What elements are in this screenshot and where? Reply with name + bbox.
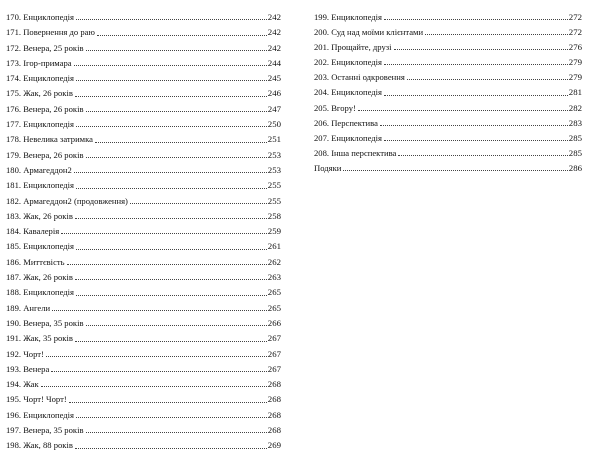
dot-leader — [61, 232, 267, 234]
dot-leader — [74, 171, 267, 173]
dot-leader — [358, 109, 568, 111]
toc-entry-page: 251 — [267, 134, 281, 145]
toc-entry — [6, 423, 281, 438]
dot-leader — [76, 248, 267, 250]
dot-leader — [343, 169, 567, 171]
toc-entry — [314, 116, 582, 131]
dot-leader — [75, 217, 267, 219]
toc-entry — [314, 85, 582, 100]
dot-leader — [384, 18, 568, 20]
dot-leader — [86, 431, 267, 433]
toc-entry-title: 195. Чорт! Чорт! — [6, 394, 67, 405]
toc-entry — [6, 209, 281, 224]
dot-leader — [75, 447, 267, 449]
toc-entry-page: 269 — [267, 440, 281, 451]
toc-entry — [314, 161, 582, 176]
toc-entry-page: 242 — [267, 12, 281, 22]
toc-entry — [6, 408, 281, 423]
toc-entry — [6, 270, 281, 285]
toc-entry — [6, 239, 281, 254]
toc-entry-title: 173. Ігор-примара — [6, 57, 72, 68]
toc-entry-page: 286 — [568, 162, 582, 173]
dot-leader — [52, 309, 267, 311]
toc-column-left — [6, 10, 281, 454]
toc-entry-page: 285 — [568, 132, 582, 143]
toc-entry-title: Подяки — [314, 162, 342, 173]
dot-leader — [69, 401, 267, 403]
toc-entry-page: 245 — [267, 73, 281, 84]
toc-entry — [314, 131, 582, 146]
dot-leader — [380, 124, 568, 126]
toc-entry-title: 193. Венера — [6, 363, 50, 374]
dot-leader — [76, 18, 267, 20]
toc-entry-title: 190. Венера, 35 років — [6, 317, 84, 328]
toc-entry — [6, 331, 281, 346]
toc-entry — [6, 163, 281, 178]
toc-entry-page: 268 — [267, 409, 281, 420]
toc-entry-title: 186. Миттєвість — [6, 256, 65, 267]
toc-entry — [6, 41, 281, 56]
toc-entry-title: 183. Жак, 26 років — [6, 210, 73, 221]
dot-leader — [75, 95, 267, 97]
toc-entry-title: 176. Венера, 26 років — [6, 103, 84, 114]
toc-entry-page: 255 — [267, 180, 281, 191]
dot-leader — [384, 94, 568, 96]
toc-entry — [6, 377, 281, 392]
toc-entry — [314, 25, 582, 40]
dot-leader — [97, 34, 267, 36]
dot-leader — [76, 79, 267, 81]
toc-entry-title: 194. Жак — [6, 379, 39, 390]
dot-leader — [86, 49, 267, 51]
toc-entry-title: 181. Енциклопедія — [6, 180, 75, 191]
toc-entry-page: 281 — [568, 87, 582, 98]
toc-entry — [6, 255, 281, 270]
dot-leader — [86, 324, 267, 326]
dot-leader — [76, 294, 267, 296]
toc-entry-title: 189. Ангели — [6, 302, 51, 313]
toc-entry-title: 180. Армагеддон2 — [6, 164, 72, 175]
toc-entry-page: 258 — [267, 210, 281, 221]
toc-entry — [314, 101, 582, 116]
toc-entry-title: 198. Жак, 88 років — [6, 440, 73, 451]
dot-leader — [67, 263, 267, 265]
toc-entry-page: 279 — [568, 57, 582, 68]
toc-entry — [6, 347, 281, 362]
toc-entry — [314, 70, 582, 85]
toc-entry-page: 262 — [267, 256, 281, 267]
toc-entry-page: 266 — [267, 317, 281, 328]
toc-entry-page: 267 — [267, 363, 281, 374]
dot-leader — [76, 187, 267, 189]
toc-entry-title: 174. Енциклопедія — [6, 73, 75, 84]
dot-leader — [76, 125, 267, 127]
toc-entry — [6, 301, 281, 316]
toc-entry-page: 268 — [267, 425, 281, 436]
toc-entry-page: 265 — [267, 287, 281, 298]
toc-entry-title: 185. Енциклопедія — [6, 241, 75, 252]
toc-entry-title: 203. Останні одкровення — [314, 72, 405, 83]
dot-leader — [86, 110, 267, 112]
toc-entry — [6, 86, 281, 101]
dot-leader — [75, 278, 267, 280]
toc-entry — [6, 117, 281, 132]
toc-entry-title: 171. Повернення до раю — [6, 27, 95, 38]
toc-entry-page: 267 — [267, 333, 281, 344]
toc-entry — [6, 178, 281, 193]
toc-entry-page: 268 — [267, 394, 281, 405]
toc-entry-title: 175. Жак, 26 років — [6, 88, 73, 99]
toc-entry-title: 204. Енциклопедія — [314, 87, 383, 98]
toc-entry — [314, 10, 582, 25]
toc-entry-page: 276 — [568, 42, 582, 53]
toc-entry-page: 268 — [267, 379, 281, 390]
toc-entry — [6, 285, 281, 300]
dot-leader — [398, 154, 567, 156]
toc-entry-title: 184. Кавалерія — [6, 226, 60, 237]
toc-column-right — [314, 10, 582, 176]
toc-entry-title: 205. Вгору! — [314, 102, 356, 113]
toc-entry — [6, 25, 281, 40]
toc-entry-title: 208. Інша перспектива — [314, 147, 397, 158]
toc-entry-title: 192. Чорт! — [6, 348, 44, 359]
toc-entry-page: 267 — [267, 348, 281, 359]
toc-entry — [314, 40, 582, 55]
dot-leader — [75, 340, 267, 342]
dot-leader — [95, 141, 267, 143]
toc-entry — [6, 132, 281, 147]
toc-entry — [6, 56, 281, 71]
toc-entry-title: 179. Венера, 26 років — [6, 149, 84, 160]
toc-entry-title: 187. Жак, 26 років — [6, 272, 73, 283]
toc-entry-title: 197. Венера, 35 років — [6, 425, 84, 436]
dot-leader — [384, 139, 568, 141]
toc-entry-title: 207. Енциклопедія — [314, 132, 383, 143]
toc-entry-page: 261 — [267, 241, 281, 252]
toc-entry — [6, 438, 281, 453]
dot-leader — [46, 355, 267, 357]
toc-entry-title: 178. Невелика затримка — [6, 134, 93, 145]
toc-entry-title: 170. Енциклопедія — [6, 12, 75, 22]
dot-leader — [76, 416, 267, 418]
dot-leader — [407, 78, 568, 80]
dot-leader — [74, 64, 267, 66]
dot-leader — [384, 63, 568, 65]
toc-entry-page: 259 — [267, 226, 281, 237]
toc-entry-title: 172. Венера, 25 років — [6, 42, 84, 53]
toc-entry — [314, 146, 582, 161]
toc-entry-page: 244 — [267, 57, 281, 68]
toc-entry-title: 188. Енциклопедія — [6, 287, 75, 298]
toc-entry — [6, 362, 281, 377]
toc-entry-title: 202. Енциклопедія — [314, 57, 383, 68]
toc-entry-page: 255 — [267, 195, 281, 206]
toc-entry-page: 265 — [267, 302, 281, 313]
toc-entry — [6, 316, 281, 331]
toc-entry-title: 199. Енциклопедія — [314, 12, 383, 22]
dot-leader — [130, 202, 267, 204]
toc-entry — [6, 194, 281, 209]
dot-leader — [394, 48, 568, 50]
toc-entry-title: 191. Жак, 35 років — [6, 333, 73, 344]
toc-entry-title: 206. Перспектива — [314, 117, 378, 128]
toc-entry — [6, 71, 281, 86]
toc-entry — [6, 224, 281, 239]
toc-entry-title: 200. Суд над моїми клієнтами — [314, 27, 424, 38]
toc-entry-title: 196. Енциклопедія — [6, 409, 75, 420]
toc-entry — [314, 55, 582, 70]
toc-entry-page: 272 — [568, 27, 582, 38]
toc-entry-page: 279 — [568, 72, 582, 83]
toc-entry — [6, 102, 281, 117]
toc-entry-title: 201. Прощайте, друзі — [314, 42, 392, 53]
toc-entry-page: 282 — [568, 102, 582, 113]
toc-entry — [6, 10, 281, 25]
toc-entry-title: 177. Енциклопедія — [6, 119, 75, 130]
dot-leader — [425, 33, 568, 35]
toc-entry-page: 263 — [267, 272, 281, 283]
toc-entry-title: 182. Армагеддон2 (продовження) — [6, 195, 128, 206]
toc-entry-page: 272 — [568, 12, 582, 22]
toc-entry-page: 242 — [267, 42, 281, 53]
toc-entry-page: 283 — [568, 117, 582, 128]
toc-entry-page: 253 — [267, 164, 281, 175]
toc-entry-page: 247 — [267, 103, 281, 114]
dot-leader — [86, 156, 267, 158]
toc-entry — [6, 148, 281, 163]
toc-entry-page: 250 — [267, 119, 281, 130]
toc-entry-page: 246 — [267, 88, 281, 99]
toc-entry — [6, 392, 281, 407]
toc-entry-page: 253 — [267, 149, 281, 160]
dot-leader — [41, 385, 267, 387]
dot-leader — [51, 370, 267, 372]
toc-entry-page: 285 — [568, 147, 582, 158]
toc-entry-page: 242 — [267, 27, 281, 38]
